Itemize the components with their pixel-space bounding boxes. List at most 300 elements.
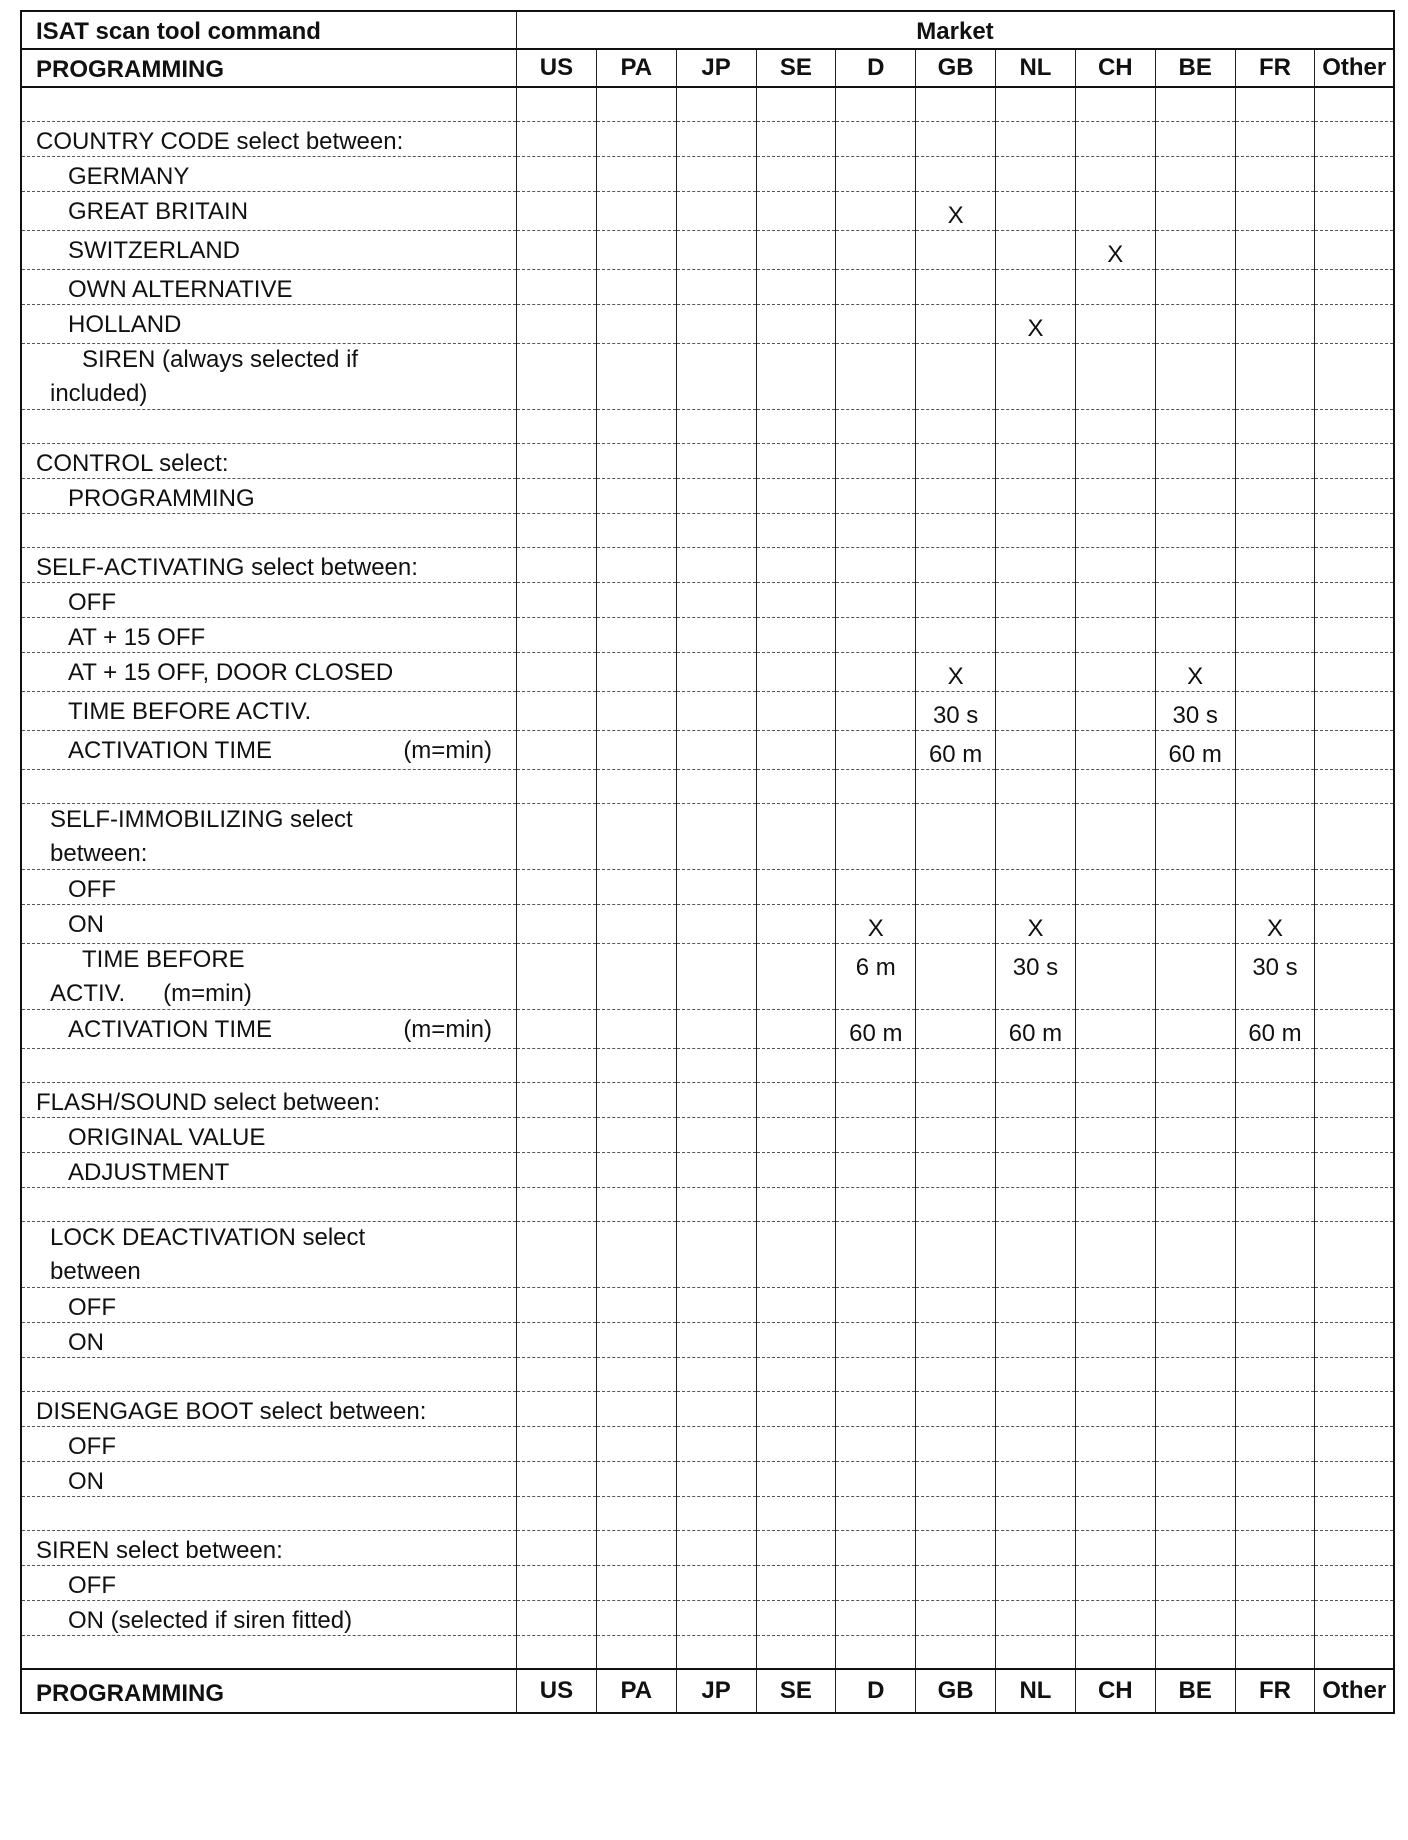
- cell-se: [756, 1600, 836, 1635]
- cell-other: [1315, 1565, 1394, 1600]
- cell-se: [756, 691, 836, 730]
- table-row: [21, 1048, 1394, 1082]
- cell-ch: [1075, 1496, 1155, 1530]
- cell-fr: [1235, 1117, 1315, 1152]
- cell-other: [1315, 87, 1394, 121]
- cell-jp: [676, 1426, 756, 1461]
- row-label: [21, 904, 516, 943]
- footer-market-jp: JP: [676, 1669, 756, 1713]
- cell-be: [1155, 1082, 1235, 1117]
- cell-d: [836, 1187, 916, 1221]
- cell-fr: [1235, 409, 1315, 443]
- cell-us: [516, 191, 596, 230]
- table-title: ISAT scan tool command: [21, 11, 516, 49]
- row-label-text: SELF-ACTIVATING select between:: [36, 553, 418, 581]
- row-label-text: ON: [68, 1467, 104, 1495]
- cell-other: [1315, 191, 1394, 230]
- cell-gb: [916, 343, 996, 409]
- cell-ch: [1075, 269, 1155, 304]
- cell-se: [756, 230, 836, 269]
- cell-us: [516, 87, 596, 121]
- cell-us: [516, 769, 596, 803]
- row-label: [21, 269, 516, 304]
- cell-nl: [996, 156, 1076, 191]
- cell-us: [516, 1530, 596, 1565]
- table-row: [21, 1496, 1394, 1530]
- cell-pa: [596, 1082, 676, 1117]
- row-label-text: OFF: [68, 1293, 116, 1321]
- row-label: [21, 1496, 516, 1530]
- cell-d: [836, 156, 916, 191]
- cell-fr: [1235, 730, 1315, 769]
- cell-pa: [596, 121, 676, 156]
- footer-market-d: D: [836, 1669, 916, 1713]
- cell-pa: [596, 304, 676, 343]
- cell-d: [836, 513, 916, 547]
- cell-other: [1315, 513, 1394, 547]
- row-label: [21, 1461, 516, 1496]
- cell-nl: [996, 730, 1076, 769]
- cell-ch: [1075, 121, 1155, 156]
- cell-jp: [676, 769, 756, 803]
- table-row: [21, 443, 1394, 478]
- cell-other: [1315, 156, 1394, 191]
- cell-gb: [916, 443, 996, 478]
- cell-fr: [1235, 343, 1315, 409]
- cell-d: [836, 1530, 916, 1565]
- cell-jp: [676, 1117, 756, 1152]
- cell-se: [756, 1461, 836, 1496]
- cell-d: [836, 304, 916, 343]
- cell-ch: [1075, 1635, 1155, 1669]
- cell-pa: [596, 730, 676, 769]
- cell-pa: [596, 1461, 676, 1496]
- row-label-line1: SIREN (always selected if: [82, 345, 359, 373]
- cell-us: [516, 513, 596, 547]
- cell-us: [516, 1009, 596, 1048]
- cell-jp: [676, 652, 756, 691]
- cell-us: [516, 943, 596, 1009]
- cell-us: [516, 691, 596, 730]
- cell-gb: [916, 1496, 996, 1530]
- table-row: [21, 691, 1394, 730]
- table-row: [21, 1357, 1394, 1391]
- cell-other: [1315, 1082, 1394, 1117]
- cell-us: [516, 478, 596, 513]
- cell-jp: [676, 1322, 756, 1357]
- cell-fr: [1235, 1635, 1315, 1669]
- cell-pa: [596, 443, 676, 478]
- cell-fr: [1235, 191, 1315, 230]
- cell-gb: [916, 1117, 996, 1152]
- cell-other: [1315, 582, 1394, 617]
- row-label-text: OFF: [68, 588, 116, 616]
- row-label: [21, 1357, 516, 1391]
- table-row: [21, 769, 1394, 803]
- cell-pa: [596, 1048, 676, 1082]
- row-label: [21, 1287, 516, 1322]
- row-label-unit: (m=min): [403, 736, 492, 764]
- row-label: [21, 769, 516, 803]
- row-label: [21, 1322, 516, 1357]
- row-label-text: OFF: [68, 875, 116, 903]
- cell-us: [516, 1461, 596, 1496]
- cell-nl: [996, 1187, 1076, 1221]
- market-col-d: D: [836, 49, 916, 87]
- market-col-be: BE: [1155, 49, 1235, 87]
- row-label: [21, 652, 516, 691]
- cell-us: [516, 730, 596, 769]
- cell-be: [1155, 1009, 1235, 1048]
- row-label-text: OWN ALTERNATIVE: [68, 275, 293, 303]
- cell-fr: [1235, 443, 1315, 478]
- cell-be: 30 s: [1155, 691, 1235, 730]
- market-col-ch: CH: [1075, 49, 1155, 87]
- cell-jp: [676, 1187, 756, 1221]
- cell-fr: [1235, 1426, 1315, 1461]
- cell-nl: X: [996, 304, 1076, 343]
- cell-d: [836, 443, 916, 478]
- cell-be: [1155, 547, 1235, 582]
- row-label: [21, 513, 516, 547]
- cell-us: [516, 1322, 596, 1357]
- cell-be: X: [1155, 652, 1235, 691]
- cell-nl: [996, 1600, 1076, 1635]
- cell-be: [1155, 1600, 1235, 1635]
- row-label: [21, 730, 516, 769]
- row-label-line1: LOCK DEACTIVATION select: [50, 1223, 366, 1251]
- cell-d: [836, 547, 916, 582]
- cell-d: 60 m: [836, 1009, 916, 1048]
- cell-gb: [916, 1048, 996, 1082]
- cell-ch: [1075, 803, 1155, 869]
- cell-other: [1315, 1322, 1394, 1357]
- cell-us: [516, 1117, 596, 1152]
- cell-se: [756, 943, 836, 1009]
- row-label: [21, 691, 516, 730]
- cell-d: [836, 1287, 916, 1322]
- cell-gb: [916, 1009, 996, 1048]
- cell-jp: [676, 1391, 756, 1426]
- cell-d: [836, 87, 916, 121]
- cell-ch: [1075, 1287, 1155, 1322]
- cell-pa: [596, 1635, 676, 1669]
- cell-jp: [676, 230, 756, 269]
- table-row: [21, 1635, 1394, 1669]
- cell-pa: [596, 343, 676, 409]
- cell-ch: [1075, 1152, 1155, 1187]
- cell-se: [756, 1635, 836, 1669]
- cell-fr: [1235, 1565, 1315, 1600]
- row-label-text: SWITZERLAND: [68, 236, 241, 264]
- row-label-text: PROGRAMMING: [68, 484, 255, 512]
- row-label: [21, 1187, 516, 1221]
- cell-ch: [1075, 582, 1155, 617]
- cell-us: [516, 904, 596, 943]
- cell-us: [516, 869, 596, 904]
- cell-fr: 30 s: [1235, 943, 1315, 1009]
- cell-fr: [1235, 1187, 1315, 1221]
- table-row: [21, 1461, 1394, 1496]
- cell-nl: [996, 513, 1076, 547]
- row-label-continuation: between:: [50, 839, 148, 867]
- cell-fr: [1235, 1600, 1315, 1635]
- table-row: [21, 1530, 1394, 1565]
- table-row: [21, 343, 1394, 409]
- cell-fr: 60 m: [1235, 1009, 1315, 1048]
- cell-other: [1315, 1009, 1394, 1048]
- cell-gb: [916, 1357, 996, 1391]
- cell-nl: [996, 443, 1076, 478]
- cell-se: [756, 409, 836, 443]
- cell-pa: [596, 1496, 676, 1530]
- row-label: [21, 478, 516, 513]
- cell-be: [1155, 1117, 1235, 1152]
- cell-se: [756, 87, 836, 121]
- row-label: [21, 943, 516, 1009]
- cell-fr: [1235, 1221, 1315, 1287]
- row-label-text: ON: [68, 910, 104, 938]
- row-label-text: ACTIVATION TIME: [68, 736, 273, 764]
- cell-pa: [596, 409, 676, 443]
- cell-nl: [996, 1357, 1076, 1391]
- cell-pa: [596, 869, 676, 904]
- cell-se: [756, 769, 836, 803]
- cell-se: [756, 1048, 836, 1082]
- cell-gb: [916, 478, 996, 513]
- cell-d: [836, 1391, 916, 1426]
- cell-d: [836, 691, 916, 730]
- market-programming-table: [20, 10, 1395, 1714]
- cell-jp: [676, 730, 756, 769]
- cell-us: [516, 443, 596, 478]
- cell-pa: [596, 582, 676, 617]
- cell-fr: [1235, 1461, 1315, 1496]
- cell-be: [1155, 1287, 1235, 1322]
- cell-other: [1315, 904, 1394, 943]
- cell-us: [516, 803, 596, 869]
- cell-us: [516, 1287, 596, 1322]
- table-row: [21, 1600, 1394, 1635]
- table-row: [21, 803, 1394, 869]
- cell-d: [836, 1565, 916, 1600]
- cell-other: [1315, 691, 1394, 730]
- cell-d: [836, 803, 916, 869]
- cell-other: [1315, 547, 1394, 582]
- cell-be: [1155, 904, 1235, 943]
- row-label: [21, 191, 516, 230]
- cell-nl: [996, 1048, 1076, 1082]
- cell-pa: [596, 1391, 676, 1426]
- row-label: [21, 1530, 516, 1565]
- market-col-other: Other: [1315, 49, 1394, 87]
- cell-us: [516, 652, 596, 691]
- row-label: [21, 121, 516, 156]
- cell-pa: [596, 513, 676, 547]
- cell-fr: X: [1235, 904, 1315, 943]
- cell-other: [1315, 1287, 1394, 1322]
- cell-fr: [1235, 1082, 1315, 1117]
- cell-fr: [1235, 156, 1315, 191]
- cell-se: [756, 1530, 836, 1565]
- cell-nl: [996, 1117, 1076, 1152]
- cell-gb: [916, 156, 996, 191]
- cell-us: [516, 547, 596, 582]
- cell-be: [1155, 1322, 1235, 1357]
- cell-nl: 30 s: [996, 943, 1076, 1009]
- table-row: [21, 121, 1394, 156]
- row-label-text: COUNTRY CODE select between:: [36, 127, 404, 155]
- cell-jp: [676, 547, 756, 582]
- cell-se: [756, 1322, 836, 1357]
- cell-nl: [996, 547, 1076, 582]
- footer-market-gb: GB: [916, 1669, 996, 1713]
- cell-gb: [916, 1565, 996, 1600]
- cell-jp: [676, 1600, 756, 1635]
- cell-d: [836, 1117, 916, 1152]
- footer-market-ch: CH: [1075, 1669, 1155, 1713]
- cell-fr: [1235, 513, 1315, 547]
- cell-us: [516, 230, 596, 269]
- market-col-us: US: [516, 49, 596, 87]
- cell-d: [836, 230, 916, 269]
- cell-be: [1155, 191, 1235, 230]
- table-row: [21, 478, 1394, 513]
- cell-gb: [916, 1287, 996, 1322]
- cell-other: [1315, 803, 1394, 869]
- cell-fr: [1235, 803, 1315, 869]
- cell-se: [756, 1221, 836, 1287]
- cell-nl: [996, 1287, 1076, 1322]
- footer-section-label: PROGRAMMING: [21, 1669, 516, 1713]
- cell-be: [1155, 1357, 1235, 1391]
- cell-d: [836, 1221, 916, 1287]
- cell-se: [756, 869, 836, 904]
- cell-nl: [996, 1565, 1076, 1600]
- cell-other: [1315, 1221, 1394, 1287]
- cell-d: [836, 1496, 916, 1530]
- table-row: [21, 1287, 1394, 1322]
- cell-nl: [996, 1152, 1076, 1187]
- cell-d: 6 m: [836, 943, 916, 1009]
- cell-other: [1315, 121, 1394, 156]
- cell-other: [1315, 1530, 1394, 1565]
- cell-fr: [1235, 691, 1315, 730]
- cell-se: [756, 156, 836, 191]
- cell-ch: [1075, 943, 1155, 1009]
- cell-pa: [596, 617, 676, 652]
- cell-d: [836, 769, 916, 803]
- cell-other: [1315, 304, 1394, 343]
- cell-jp: [676, 943, 756, 1009]
- cell-ch: [1075, 730, 1155, 769]
- row-label: [21, 1635, 516, 1669]
- cell-other: [1315, 869, 1394, 904]
- table-row: [21, 943, 1394, 1009]
- cell-be: [1155, 343, 1235, 409]
- cell-gb: [916, 513, 996, 547]
- cell-be: [1155, 1391, 1235, 1426]
- cell-ch: [1075, 1187, 1155, 1221]
- cell-gb: [916, 230, 996, 269]
- cell-gb: [916, 269, 996, 304]
- table-row: [21, 304, 1394, 343]
- cell-nl: [996, 1322, 1076, 1357]
- cell-pa: [596, 191, 676, 230]
- table-row: [21, 87, 1394, 121]
- cell-be: [1155, 769, 1235, 803]
- cell-pa: [596, 1117, 676, 1152]
- row-label-text: ACTIVATION TIME: [68, 1015, 273, 1043]
- row-label: [21, 617, 516, 652]
- cell-us: [516, 1600, 596, 1635]
- row-label-text: AT + 15 OFF: [68, 623, 206, 651]
- cell-other: [1315, 769, 1394, 803]
- cell-jp: [676, 409, 756, 443]
- row-label: [21, 304, 516, 343]
- cell-pa: [596, 652, 676, 691]
- cell-jp: [676, 1221, 756, 1287]
- cell-ch: [1075, 1461, 1155, 1496]
- cell-be: [1155, 1048, 1235, 1082]
- cell-us: [516, 121, 596, 156]
- cell-other: [1315, 269, 1394, 304]
- cell-gb: 60 m: [916, 730, 996, 769]
- cell-jp: [676, 1048, 756, 1082]
- cell-be: [1155, 617, 1235, 652]
- cell-se: [756, 1287, 836, 1322]
- cell-be: [1155, 1635, 1235, 1669]
- cell-gb: [916, 1426, 996, 1461]
- cell-fr: [1235, 230, 1315, 269]
- cell-ch: [1075, 513, 1155, 547]
- cell-nl: [996, 769, 1076, 803]
- cell-nl: [996, 1461, 1076, 1496]
- cell-d: [836, 869, 916, 904]
- cell-d: [836, 269, 916, 304]
- cell-pa: [596, 1221, 676, 1287]
- cell-fr: [1235, 652, 1315, 691]
- cell-other: [1315, 1461, 1394, 1496]
- cell-pa: [596, 1152, 676, 1187]
- cell-nl: [996, 1635, 1076, 1669]
- section-label: PROGRAMMING: [21, 49, 516, 87]
- table-row: [21, 1082, 1394, 1117]
- cell-gb: [916, 304, 996, 343]
- cell-jp: [676, 869, 756, 904]
- cell-ch: [1075, 904, 1155, 943]
- cell-us: [516, 1082, 596, 1117]
- cell-other: [1315, 478, 1394, 513]
- row-label: [21, 443, 516, 478]
- cell-us: [516, 156, 596, 191]
- cell-d: [836, 730, 916, 769]
- cell-jp: [676, 156, 756, 191]
- market-col-fr: FR: [1235, 49, 1315, 87]
- cell-fr: [1235, 87, 1315, 121]
- cell-se: [756, 1009, 836, 1048]
- cell-be: [1155, 513, 1235, 547]
- table-row: [21, 191, 1394, 230]
- cell-be: [1155, 1496, 1235, 1530]
- market-col-nl: NL: [996, 49, 1076, 87]
- cell-gb: [916, 87, 996, 121]
- cell-be: [1155, 269, 1235, 304]
- cell-se: [756, 1152, 836, 1187]
- cell-pa: [596, 1009, 676, 1048]
- cell-be: [1155, 1426, 1235, 1461]
- cell-se: [756, 1391, 836, 1426]
